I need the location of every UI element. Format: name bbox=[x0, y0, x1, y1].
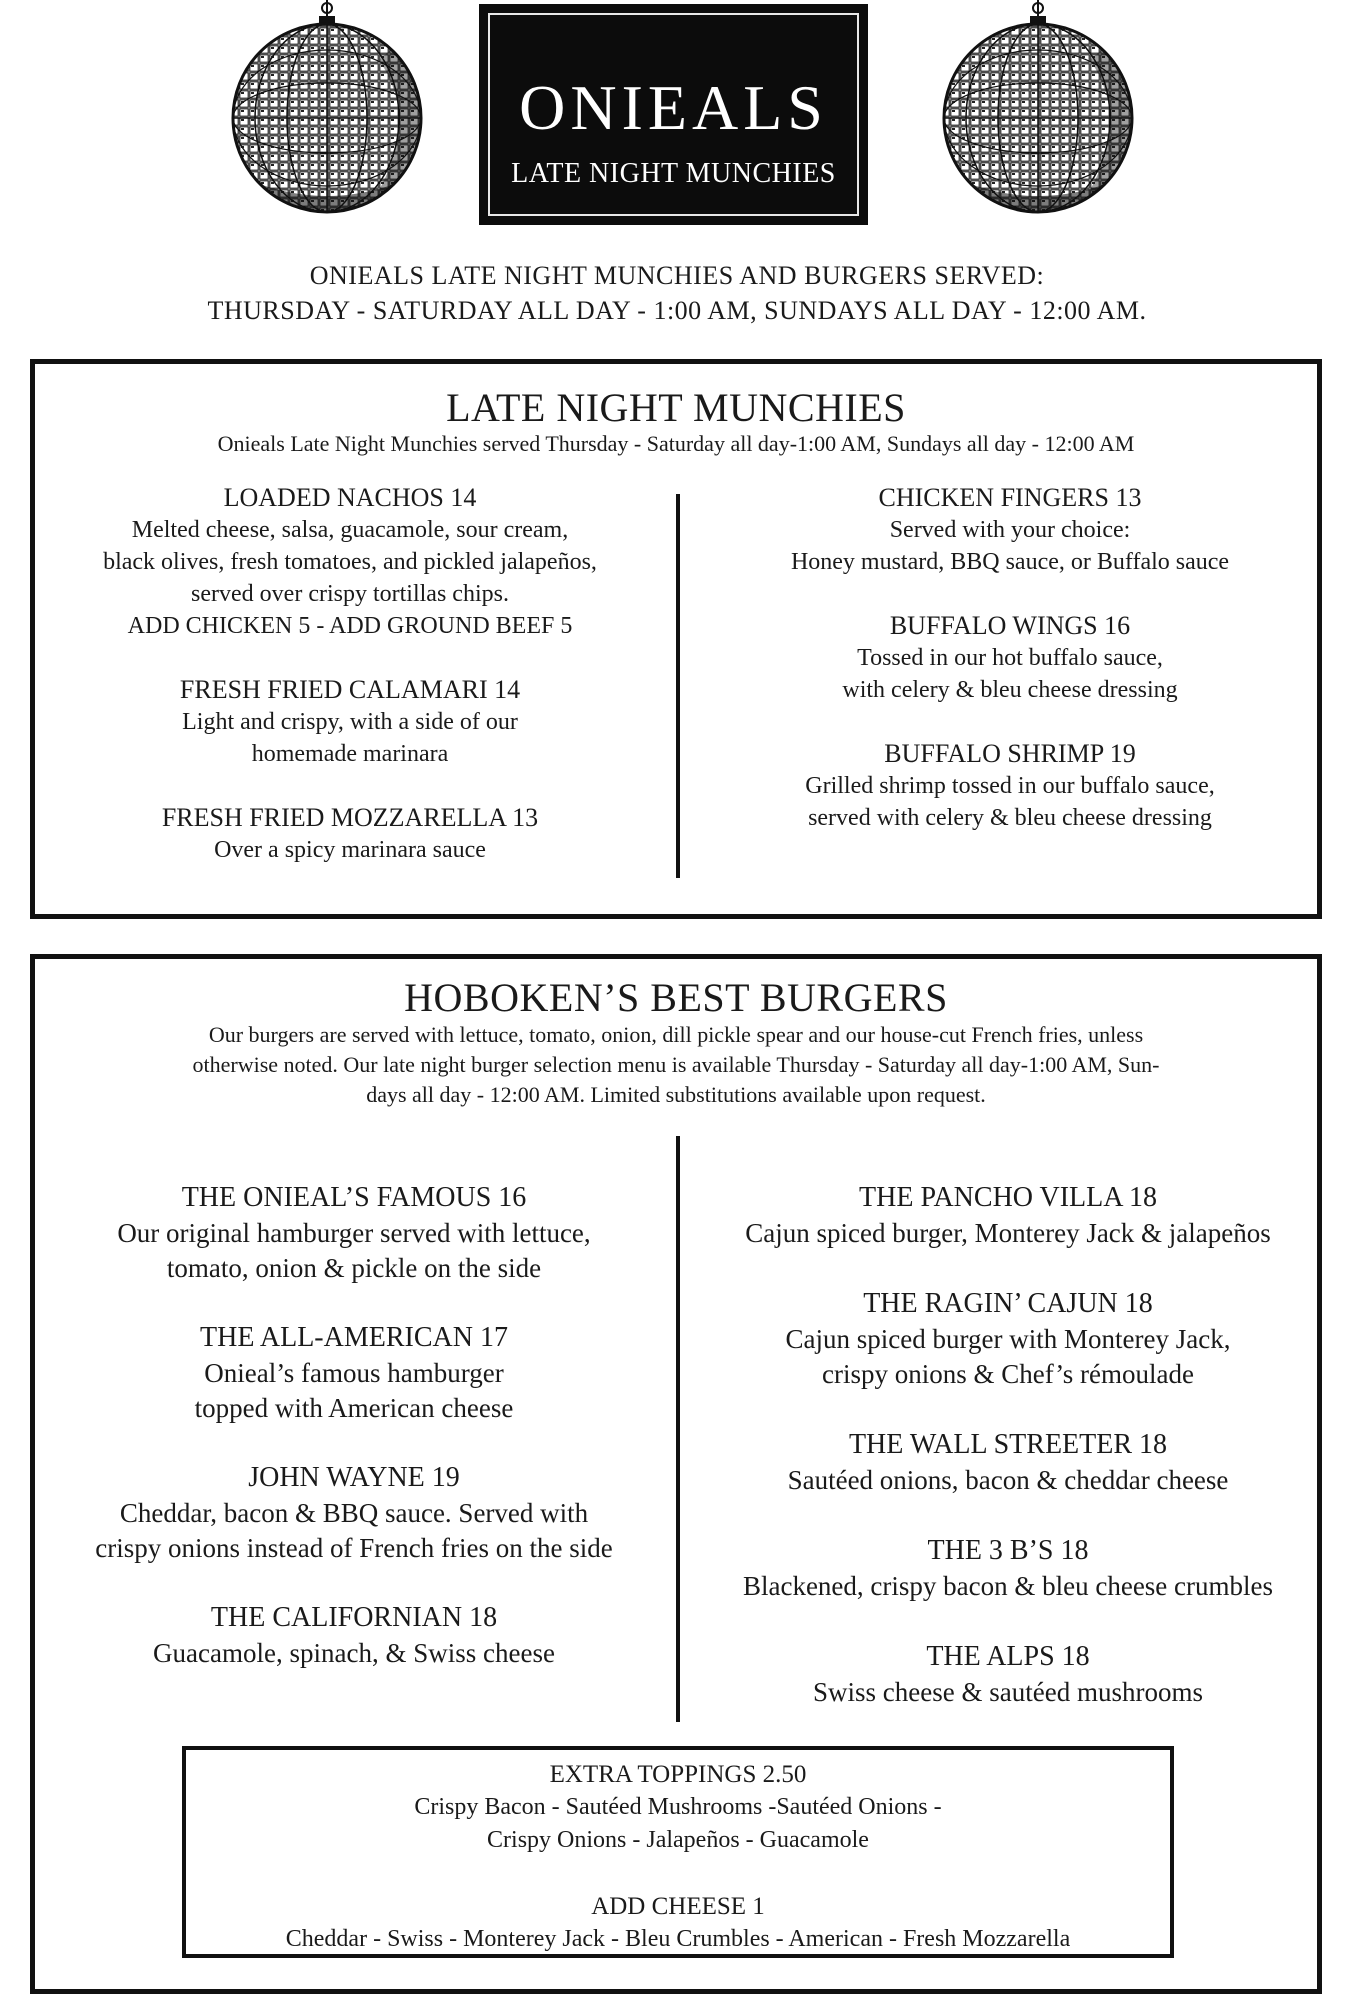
toppings-title: EXTRA TOPPINGS 2.50 bbox=[549, 1761, 807, 1788]
item-name: THE ONIEAL’S FAMOUS 16 bbox=[181, 1182, 527, 1213]
item-name: THE PANCHO VILLA 18 bbox=[859, 1182, 1157, 1213]
burgers-note-line-2: otherwise noted. Our late night burger selection menu is available Thursday - Saturday all day-1:00 AM, Sun- bbox=[192, 1052, 1160, 1077]
item-description: Cheddar, bacon & BBQ sauce. Served with crispy onions instead of French fries on the side bbox=[95, 1498, 613, 1563]
munchies-note: Onieals Late Night Munchies served Thursday - Saturday all day-1:00 AM, Sundays all day - 12:00 AM bbox=[217, 431, 1135, 456]
munchies-title: LATE NIGHT MUNCHIES bbox=[446, 385, 906, 430]
burgers-title: HOBOKEN’S BEST BURGERS bbox=[404, 975, 948, 1020]
menu-item bbox=[698, 1180, 1318, 1251]
disco-ball-right-icon bbox=[940, 0, 1136, 214]
item-name: BUFFALO SHRIMP 19 bbox=[884, 739, 1136, 768]
burgers-note-line-3: days all day - 12:00 AM. Limited substitutions available upon request. bbox=[366, 1082, 986, 1107]
menu-item bbox=[40, 802, 660, 866]
menu-item bbox=[698, 1286, 1318, 1392]
item-description: Melted cheese, salsa, guacamole, sour cream, black olives, fresh tomatoes, and pickled jalapeños, served over crispy tortillas chips. ADD CHICKEN 5 - ADD GROUND BEEF 5 bbox=[103, 517, 597, 639]
item-description: Onieal’s famous hamburger topped with American cheese bbox=[194, 1358, 514, 1423]
item-name: BUFFALO WINGS 16 bbox=[889, 611, 1131, 640]
logo bbox=[479, 4, 868, 225]
menu-item bbox=[44, 1460, 664, 1566]
burgers-divider bbox=[676, 1136, 680, 1722]
burgers-right-column bbox=[698, 1180, 1318, 1710]
menu-item bbox=[44, 1180, 664, 1286]
menu-item bbox=[698, 1639, 1318, 1710]
item-name: LOADED NACHOS 14 bbox=[223, 483, 477, 512]
item-description: Served with your choice: Honey mustard, BBQ sauce, or Buffalo sauce bbox=[790, 517, 1230, 575]
item-name: THE RAGIN’ CAJUN 18 bbox=[863, 1288, 1153, 1319]
item-name: FRESH FRIED CALAMARI 14 bbox=[179, 675, 521, 704]
toppings-line-1: Crispy Bacon - Sautéed Mushrooms -Sautéed Onions - bbox=[414, 1794, 942, 1820]
logo-title: ONIEALS bbox=[519, 72, 828, 143]
menu-item bbox=[698, 1427, 1318, 1498]
item-description: Cajun spiced burger with Monterey Jack, crispy onions & Chef’s rémoulade bbox=[785, 1324, 1231, 1389]
menu-item bbox=[44, 1320, 664, 1426]
item-name: FRESH FRIED MOZZARELLA 13 bbox=[161, 803, 539, 832]
item-description: Blackened, crispy bacon & bleu cheese crumbles bbox=[742, 1571, 1274, 1601]
item-description: Guacamole, spinach, & Swiss cheese bbox=[153, 1638, 555, 1668]
item-description: Light and crispy, with a side of our homemade marinara bbox=[182, 709, 518, 767]
item-name: THE WALL STREETER 18 bbox=[848, 1429, 1168, 1460]
item-description: Grilled shrimp tossed in our buffalo sauce, served with celery & bleu cheese dressing bbox=[805, 773, 1215, 831]
burgers-left-column bbox=[44, 1180, 664, 1671]
item-name: THE ALPS 18 bbox=[926, 1641, 1090, 1672]
item-description: Swiss cheese & sautéed mushrooms bbox=[813, 1677, 1203, 1707]
menu-item bbox=[700, 482, 1320, 578]
munchies-right-column bbox=[700, 482, 1320, 834]
menu-item bbox=[40, 482, 660, 642]
item-name: THE ALL-AMERICAN 17 bbox=[200, 1322, 508, 1353]
item-description: Over a spicy marinara sauce bbox=[214, 837, 486, 863]
menu-item bbox=[700, 738, 1320, 834]
menu-item bbox=[700, 610, 1320, 706]
menu-item bbox=[40, 674, 660, 770]
cheese-line: Cheddar - Swiss - Monterey Jack - Bleu Crumbles - American - Fresh Mozzarella bbox=[285, 1926, 1071, 1952]
item-description: Cajun spiced burger, Monterey Jack & jalapeños bbox=[745, 1218, 1271, 1248]
burgers-note-line-1: Our burgers are served with lettuce, tomato, onion, dill pickle spear and our house-cut French fries, unless bbox=[208, 1022, 1144, 1047]
cheese-title: ADD CHEESE 1 bbox=[591, 1893, 765, 1920]
item-description: Tossed in our hot buffalo sauce, with celery & bleu cheese dressing bbox=[842, 645, 1178, 703]
item-name: JOHN WAYNE 19 bbox=[248, 1462, 460, 1493]
item-name: THE 3 B’S 18 bbox=[927, 1535, 1089, 1566]
item-name: THE CALIFORNIAN 18 bbox=[210, 1602, 498, 1633]
toppings-line-2: Crispy Onions - Jalapeños - Guacamole bbox=[487, 1827, 869, 1853]
item-description: Sautéed onions, bacon & cheddar cheese bbox=[787, 1465, 1229, 1495]
hours-line-2: THURSDAY - SATURDAY ALL DAY - 1:00 AM, SUNDAYS ALL DAY - 12:00 AM. bbox=[207, 296, 1147, 325]
menu-item bbox=[44, 1600, 664, 1671]
hours-line-1: ONIEALS LATE NIGHT MUNCHIES AND BURGERS SERVED: bbox=[309, 261, 1045, 290]
menu-item bbox=[698, 1533, 1318, 1604]
munchies-divider bbox=[676, 494, 680, 878]
extras-box bbox=[182, 1746, 1174, 1958]
item-name: CHICKEN FINGERS 13 bbox=[878, 483, 1142, 512]
logo-subtitle: LATE NIGHT MUNCHIES bbox=[511, 158, 836, 189]
munchies-left-column bbox=[40, 482, 660, 866]
item-description: Our original hamburger served with lettuce, tomato, onion & pickle on the side bbox=[117, 1218, 591, 1283]
disco-ball-left-icon bbox=[229, 0, 425, 214]
